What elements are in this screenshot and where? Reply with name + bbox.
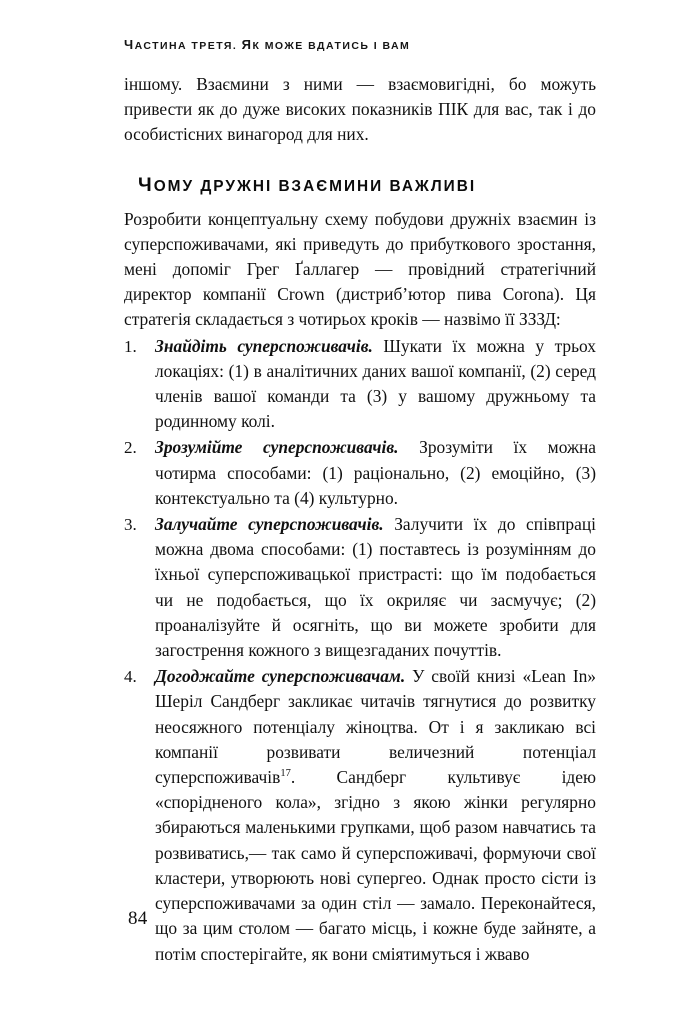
text-column	[124, 72, 596, 967]
step-body: Шукати їх можна у трьох локаціях: (1) в аналітичних даних вашої компанії, (2) серед членів вашої команди та (3) у вашому дружньому та родинному колі.	[155, 335, 597, 432]
page-number: 84	[128, 908, 148, 929]
step-body: Зрозуміти їх можна чотирма способами: (1) раціонально, (2) емоційно, (3) контекстуально та (4) культурно.	[155, 437, 596, 508]
step-title: Догоджайте суперспоживачам.	[155, 666, 406, 687]
list-item	[124, 435, 596, 511]
list-item	[124, 664, 596, 966]
section-lead-paragraph: Розробити концептуальну схему побудови дружніх взаємин із суперспоживачами, які приведуть до прибуткового зростання, мені допоміг Грег Ґаллагер — провідний стратегічний директор компанії Crown (дистриб’ютор пива Corona). Ця стратегія складається з чотирьох кроків — назвімо її ЗЗЗД:	[124, 208, 596, 330]
step-title: Зрозумійте суперспоживачів.	[155, 437, 399, 458]
list-marker: 4.	[124, 667, 137, 687]
section-heading: ЧОМУ ДРУЖНІ ВЗАЄМИНИ ВАЖЛИВІ	[138, 173, 477, 196]
step-title: Залучайте суперспоживачів.	[155, 514, 384, 535]
steps-list	[124, 334, 596, 967]
running-head: ЧАСТИНА ТРЕТЯ. ЯК МОЖЕ ВДАТИСЬ І ВАМ	[124, 37, 411, 52]
list-item	[124, 512, 596, 663]
list-marker: 1.	[124, 336, 137, 356]
footnote-reference[interactable]: 17	[280, 768, 291, 780]
step-body-before-footnote: У своїй книзі «Lean In» Шеріл Сандберг закликає читачів тягнутися до розвитку неосяжного потенціалу жіноцтва. От і я закликаю всі компанії розвивати величезний потенціал суперспоживачів	[155, 666, 597, 788]
step-title: Знайдіть суперспоживачів.	[155, 335, 373, 356]
intro-paragraph: іншому. Взаємини з ними — взаємовигідні, бо можуть привести як до дуже високих показників ПІК для вас, так і до особистісних винагород для них.	[124, 74, 596, 145]
step-body-after-footnote: . Сандберг культивує ідею «спорідненого кола», згідно з якою жінки регулярно збираються маленькими групками, щоб разом навчатись та розвиватись,— так само й суперспоживачі, формуючи свої кластери, утворюють нові супергео. Однак просто сісти із суперспоживачами за один стіл — замало. Переконайтеся, що за цим столом — багато місць, і кожне буде зайняте, а потім спостерігайте, як вони сміятимуться і жваво	[155, 767, 596, 964]
list-marker: 2.	[124, 438, 137, 458]
step-body: Залучити їх до співпраці можна двома способами: (1) поставтесь із розумінням до їхньої суперспоживацької пристрасті: що їм подобається чи не подобається, що їх окриляє чи засмучує; (2) проаналізуйте й осягніть, що ви можете зробити для загострення кожного з вищезгаданих почуттів.	[155, 514, 596, 661]
list-item	[124, 334, 596, 435]
list-marker: 3.	[124, 515, 137, 535]
